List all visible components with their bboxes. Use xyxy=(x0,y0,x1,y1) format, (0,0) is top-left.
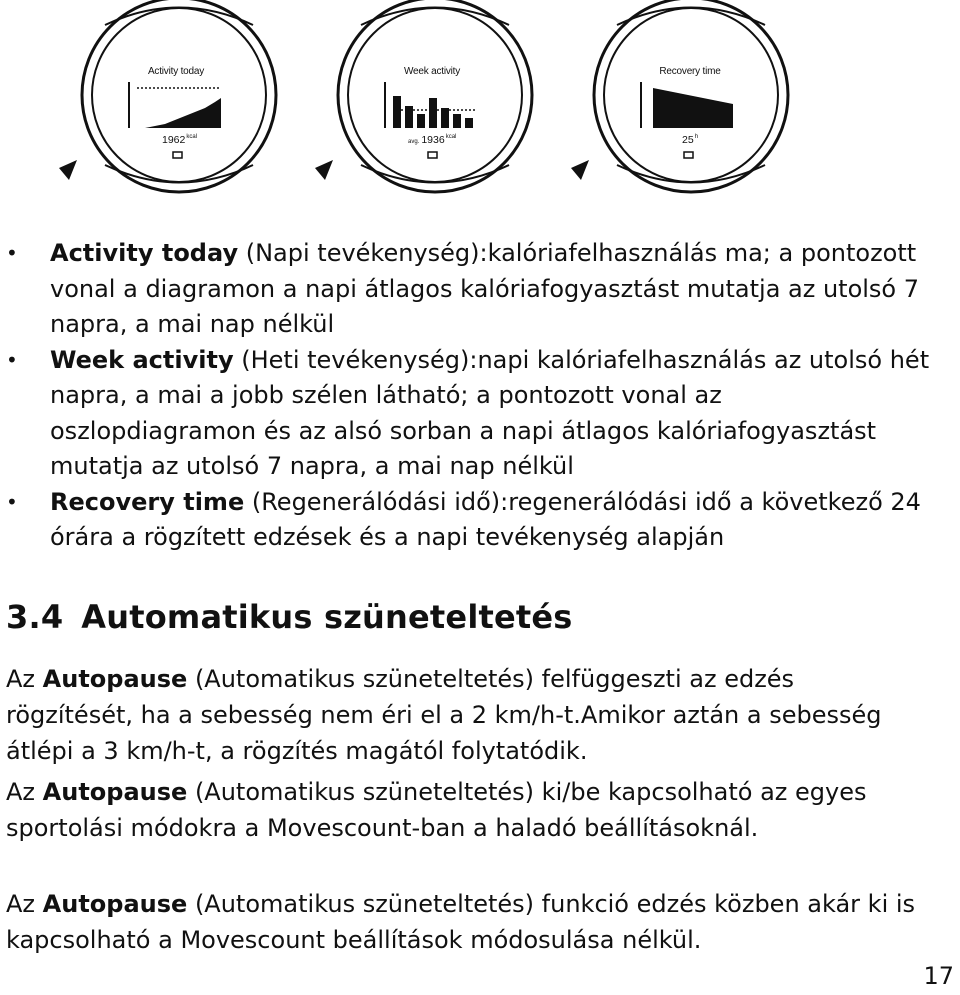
watch-prefix: avg. xyxy=(408,139,420,145)
watch-value-readout xyxy=(162,134,197,146)
paragraph-lead: Az xyxy=(6,778,43,806)
watch-unit: kcal xyxy=(186,134,198,140)
watch-value: 25 xyxy=(682,134,694,146)
watch-week-activity xyxy=(301,0,541,195)
bullet-text: (Regenerálódási idő):regenerálódási idő a következő 24 órára a rögzített edzések és a napi tevékenység alapján xyxy=(50,487,921,551)
section-number: 3.4 xyxy=(6,598,64,636)
watch-unit: kcal xyxy=(445,134,457,140)
section-title: Automatikus szüneteltetés xyxy=(81,598,573,636)
watch-title: Activity today xyxy=(147,66,205,77)
section-heading xyxy=(6,598,573,636)
watch-value: 1936 xyxy=(421,134,445,146)
watch-face-graphic xyxy=(557,0,797,195)
watch-illustrations xyxy=(0,0,960,195)
bullet-term: Activity today xyxy=(50,239,239,267)
paragraph xyxy=(6,661,926,769)
page-number: 17 xyxy=(923,962,954,990)
paragraph-lead: Az xyxy=(6,665,43,693)
bullet-text: (Heti tevékenység):napi kalóriafelhasználás az utolsó hét napra, a mai a jobb szélen látható; a pontozott vonal az oszlopdiagramon és az alsó sorban a napi átlagos kalóriafogyasztást mutatja az utolsó 7 napra, a mai nap nélkül xyxy=(50,345,930,480)
paragraph-text: (Automatikus szüneteltetés) ki/be kapcsolható az egyes sportolási módokra a Movescount-ban a haladó beállításoknál. xyxy=(6,778,867,842)
watch-face-graphic xyxy=(301,0,541,195)
paragraph-term: Autopause xyxy=(42,890,188,918)
paragraph-text: (Automatikus szüneteltetés) funkció edzés közben akár ki is kapcsolható a Movescount beállítások módosulása nélkül. xyxy=(6,890,916,954)
watch-value: 1962 xyxy=(162,134,186,146)
list-item xyxy=(0,236,930,343)
bullet-term: Week activity xyxy=(50,345,234,374)
watch-value-readout xyxy=(408,134,456,146)
paragraph-text: (Automatikus szüneteltetés) felfüggeszti az edzés rögzítését, ha a sebesség nem éri el a 2 km/h-t.Amikor aztán a sebesség átlépi a 3 km/h-t, a rögzítés magától folytatódik. xyxy=(6,665,882,765)
bullet-text: (Napi tevékenység):kalóriafelhasználás ma; a pontozott vonal a diagramon a napi átlagos kalóriafogyasztást mutatja az utolsó 7 napra, a mai nap nélkül xyxy=(50,239,920,338)
watch-title: Recovery time xyxy=(659,66,721,77)
list-item xyxy=(0,485,930,556)
watch-face-graphic xyxy=(45,0,285,195)
bullet-term: Recovery time xyxy=(50,487,245,516)
paragraph-term: Autopause xyxy=(42,665,188,693)
watch-activity-today xyxy=(45,0,285,195)
watch-value-readout xyxy=(682,134,698,146)
watch-unit: h xyxy=(694,134,699,140)
paragraph-lead: Az xyxy=(6,890,43,918)
list-item xyxy=(0,343,930,485)
paragraph-term: Autopause xyxy=(42,778,188,806)
paragraph xyxy=(6,774,926,846)
display-bullet-list xyxy=(0,236,930,556)
paragraph xyxy=(6,886,926,958)
watch-title: Week activity xyxy=(403,66,461,77)
watch-recovery-time xyxy=(557,0,797,195)
